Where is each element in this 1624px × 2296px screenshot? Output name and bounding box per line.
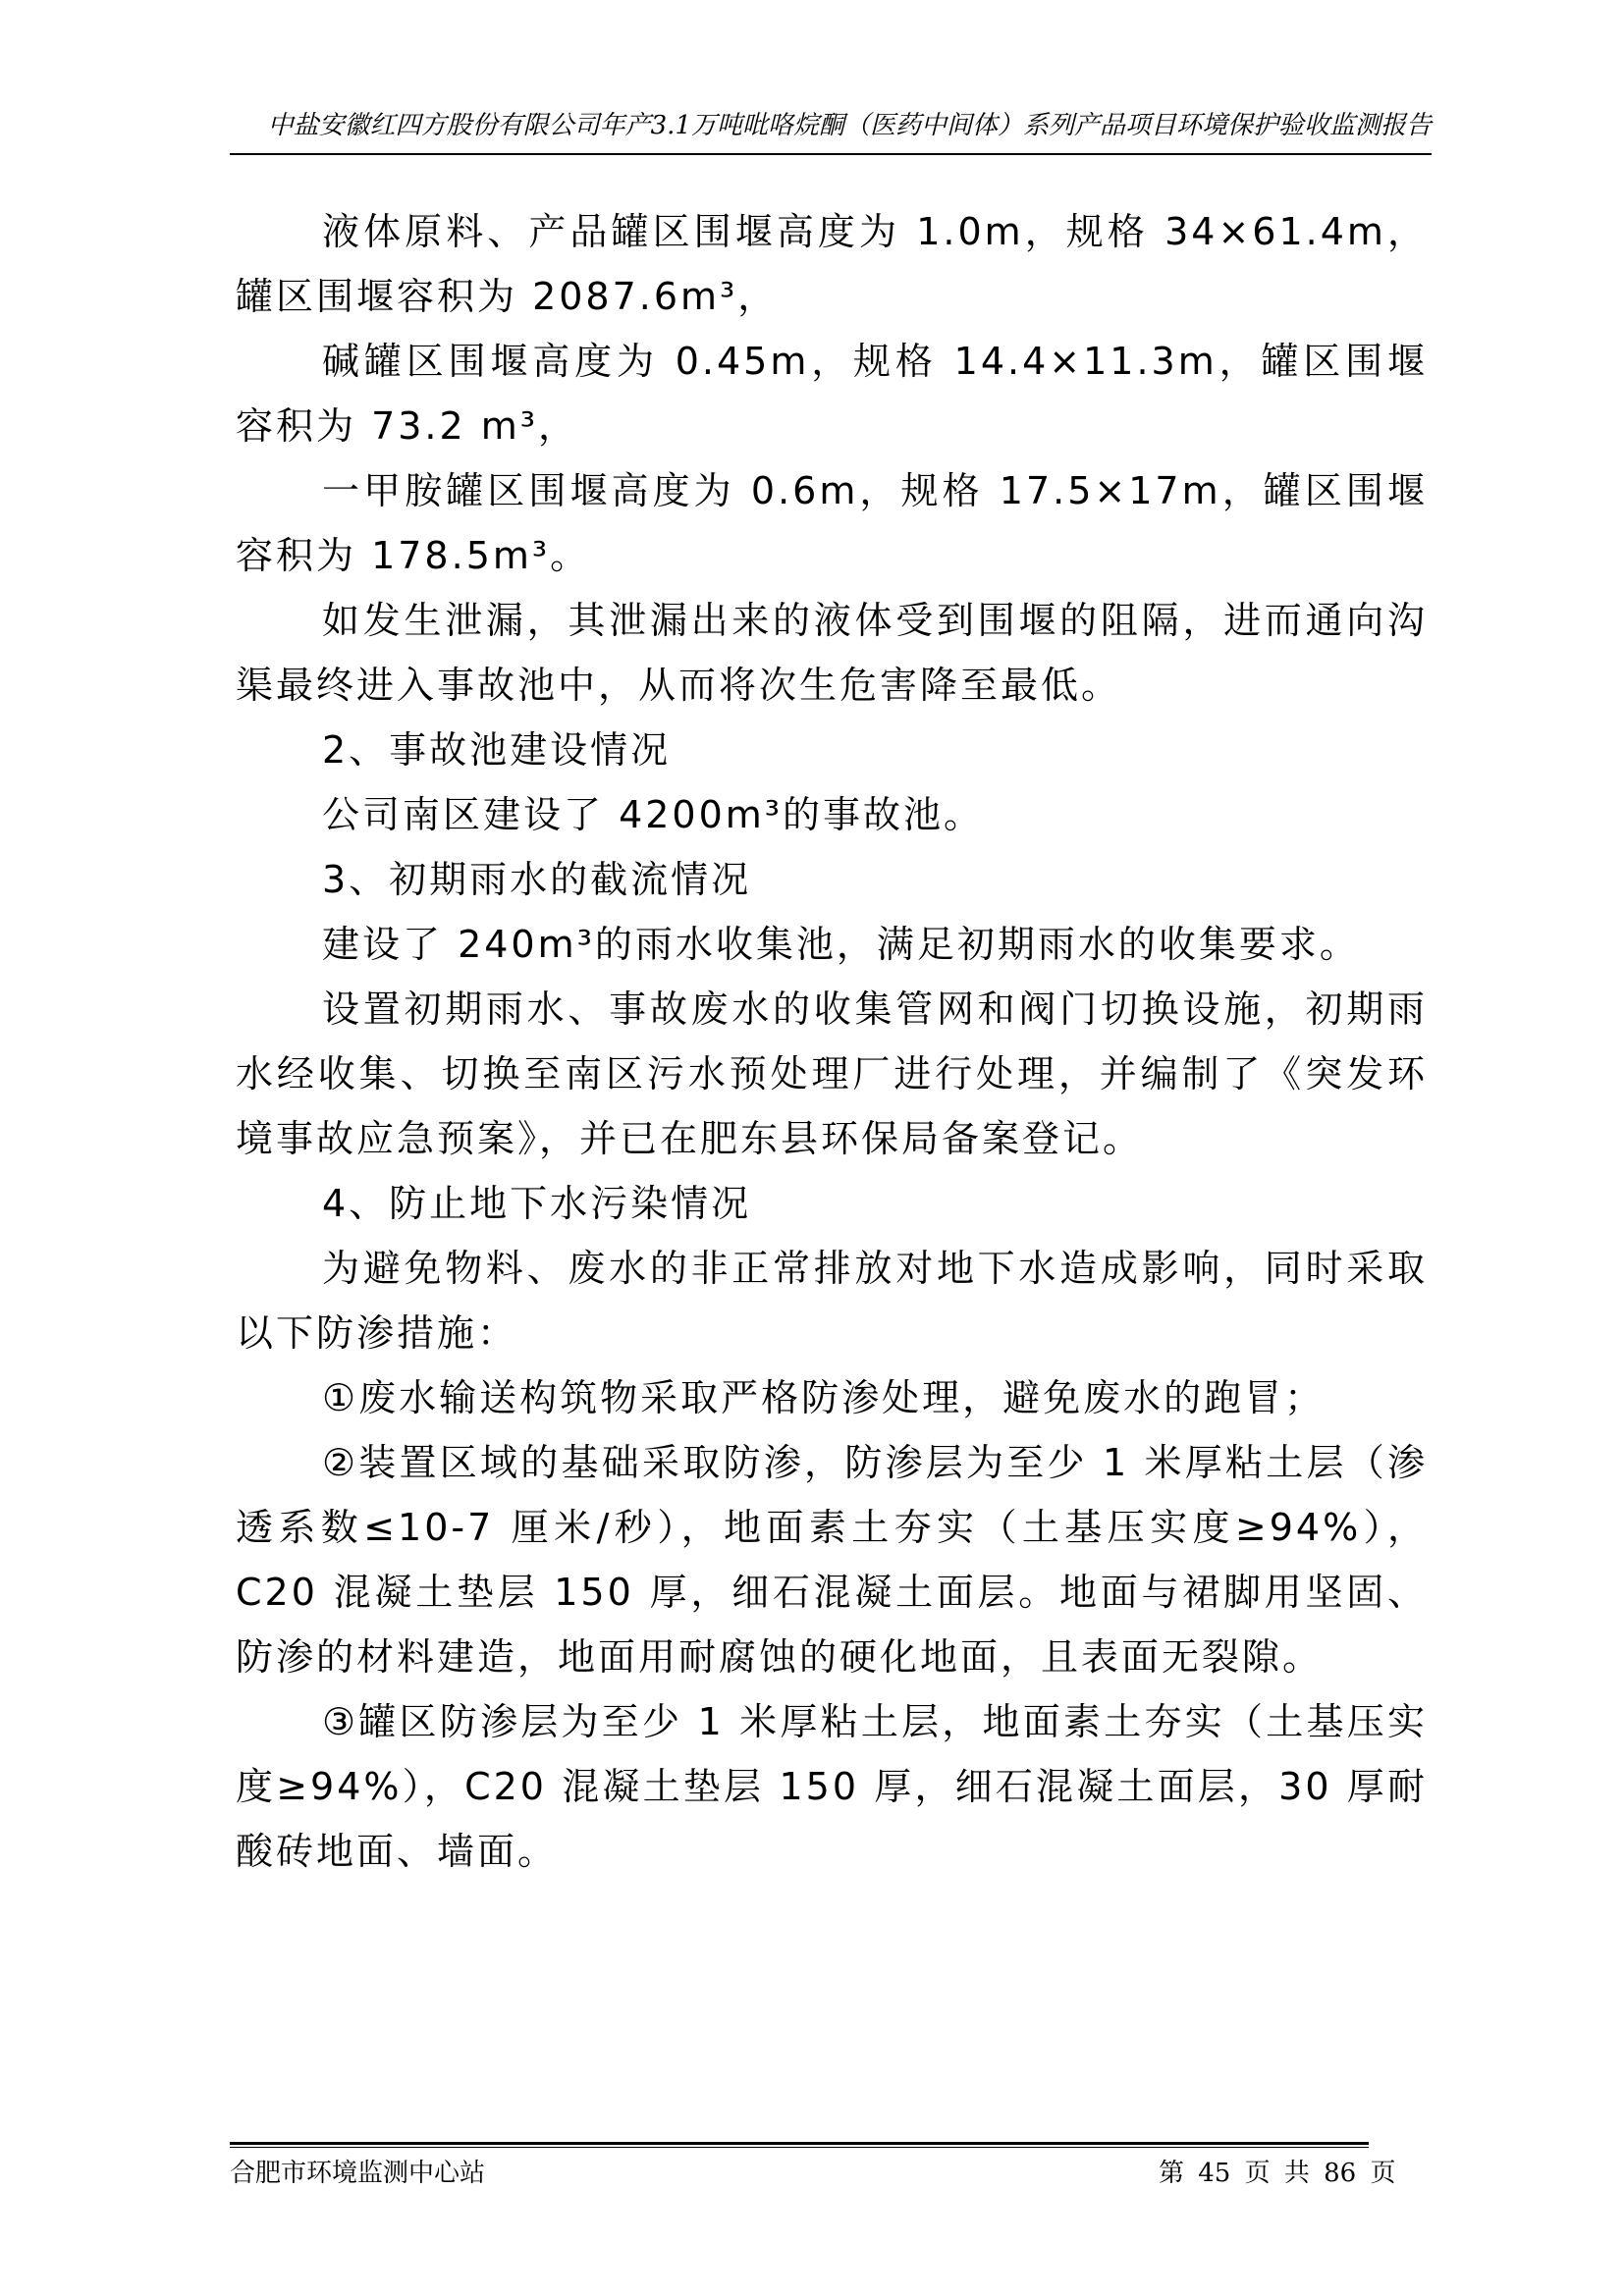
report-body: [236, 199, 1428, 1884]
paragraph-seepage-item-3: ③罐区防渗层为至少 1 米厚粘土层，地面素土夯实（土基压实度≥94%），C20 混凝土垫层 150 厚，细石混凝土面层，30 厚耐酸砖地面、墙面。: [236, 1700, 1428, 1873]
footer-page-number: 第 45 页 共 86 页: [1159, 2159, 1396, 2188]
report-header-title: 中盐安徽红四方股份有限公司年产3.1万吨吡咯烷酮（医药中间体）系列产品项目环境保护验收监测报告: [267, 111, 1432, 140]
footer-divider-thin: [230, 2147, 1369, 2148]
paragraph-rainwater-pool: 建设了 240m³的雨水收集池，满足初期雨水的收集要求。: [322, 923, 1360, 966]
section-heading-groundwater: 4、防止地下水污染情况: [322, 1182, 752, 1225]
paragraph-methylamine-tank-dike: 一甲胺罐区围堰高度为 0.6m，规格 17.5×17m，罐区围堰容积为 178.5m³。: [236, 469, 1428, 577]
paragraph-accident-pool: 公司南区建设了 4200m³的事故池。: [322, 793, 985, 836]
paragraph-leak-handling: 如发生泄漏，其泄漏出来的液体受到围堰的阻隔，进而通向沟渠最终进入事故池中，从而将次生危害降至最低。: [236, 599, 1428, 707]
section-heading-rainwater: 3、初期雨水的截流情况: [322, 858, 752, 901]
paragraph-rainwater-pipeline: 设置初期雨水、事故废水的收集管网和阀门切换设施，初期雨水经收集、切换至南区污水预处理厂进行处理，并编制了《突发环境事故应急预案》，并已在肥东县环保局备案登记。: [236, 988, 1428, 1160]
header-divider: [230, 153, 1432, 155]
paragraph-tank-dike: 液体原料、产品罐区围堰高度为 1.0m，规格 34×61.4m，罐区围堰容积为 2087.6m³，: [236, 210, 1428, 318]
footer-organization: 合肥市环境监测中心站: [230, 2159, 486, 2188]
paragraph-seepage-item-1: ①废水输送构筑物采取严格防渗处理，避免废水的跑冒；: [322, 1376, 1326, 1419]
paragraph-seepage-intro: 为避免物料、废水的非正常排放对地下水造成影响，同时采取以下防渗措施：: [236, 1247, 1428, 1355]
section-heading-accident-pool: 2、事故池建设情况: [322, 728, 672, 772]
paragraph-alkali-tank-dike: 碱罐区围堰高度为 0.45m，规格 14.4×11.3m，罐区围堰容积为 73.2 m³，: [236, 340, 1428, 448]
paragraph-seepage-item-2: ②装置区域的基础采取防渗，防渗层为至少 1 米厚粘土层（渗透系数≤10-7 厘米/秒），地面素土夯实（土基压实度≥94%），C20 混凝土垫层 150 厚，细石混凝土面层。地面与裙脚用坚固、防渗的材料建造，地面用耐腐蚀的硬化地面，且表面无裂隙。: [236, 1441, 1428, 1679]
footer-divider: [230, 2142, 1369, 2145]
